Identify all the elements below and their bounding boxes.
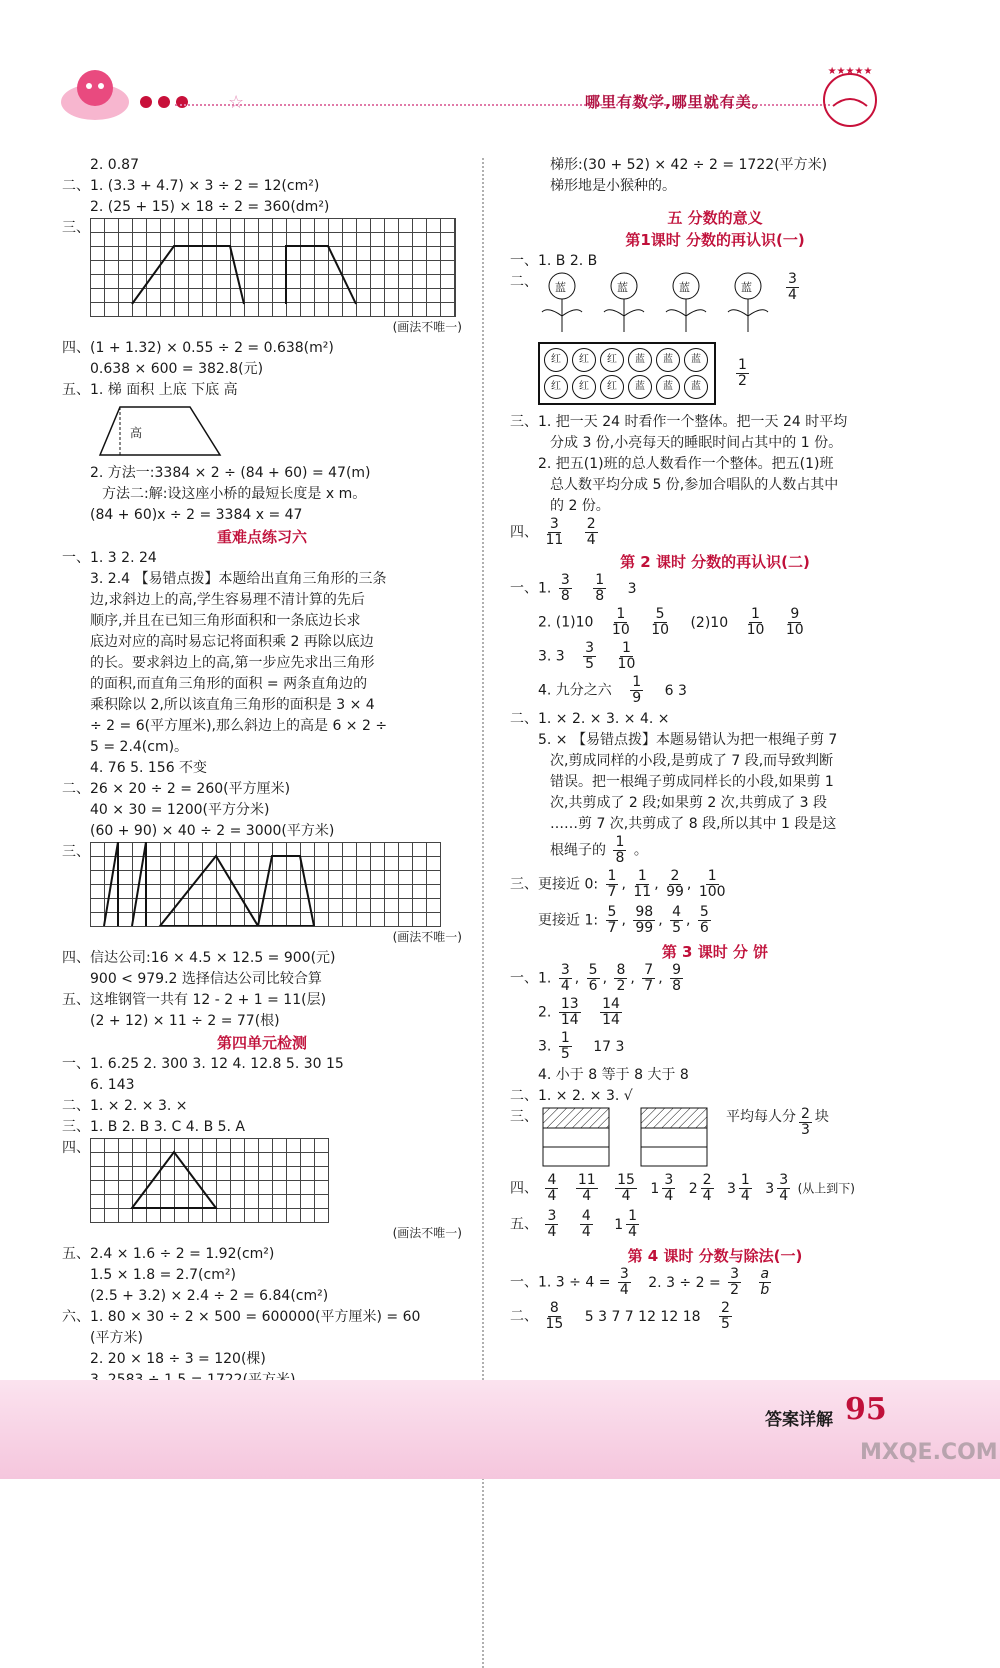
fraction: $\frac{1}{7}$: [607, 868, 617, 900]
answer-line: 五、 $\frac{3}{4}$ $\frac{4}{4}$ 1 $\frac{1}{4}$: [510, 1208, 638, 1240]
answer-text: 块: [814, 1109, 829, 1125]
flower-label: 蓝: [679, 281, 690, 294]
answer-line: 四、 $\frac{4}{4}$ $\frac{11}{4}$ $\frac{15}{4}$ 1 $\frac{3}{4}$ 2 $\frac{2}{4}$ 3 $\frac{1}{4}$ 3 $\frac{3}{4}$ (从上到下): [510, 1172, 855, 1204]
svg-text:★★★★★: ★★★★★: [827, 66, 873, 77]
section-label: 三、: [510, 1109, 538, 1125]
fraction: $\frac{11}{4}$: [577, 1172, 596, 1204]
fraction: $\frac{1}{11}$: [633, 868, 652, 900]
fraction: $\frac{3}{8}$: [560, 572, 570, 604]
decor-dot: [176, 96, 188, 108]
fraction: $\frac{3}{4}$: [788, 271, 797, 303]
fraction: $\frac{1}{8}$: [615, 834, 625, 866]
right-column: [510, 155, 920, 1335]
answer-line: 4. 九分之六 $\frac{1}{9}$ 6 3: [538, 674, 687, 706]
answer-line: 二、1. × 2. × 3. √: [510, 1088, 633, 1104]
answer-line: 更接近 1: $\frac{5}{7}$ , $\frac{98}{99}$ , $\frac{4}{5}$ , $\frac{5}{6}$: [538, 904, 709, 936]
fraction: $\frac{9}{8}$: [672, 962, 682, 994]
section-title: 第四单元检测: [216, 1034, 307, 1052]
answer-line: 二、1. × 2. × 3. × 4. ×: [510, 711, 670, 727]
section-title: 第 4 课时 分数与除法(一): [627, 1247, 803, 1265]
fraction: $\frac{13}{14}$: [560, 996, 579, 1028]
brand-logo: [815, 62, 885, 132]
fraction: $\frac{5}{6}$: [588, 962, 598, 994]
answer-line: 2. (25 + 15) × 18 ÷ 2 = 360(dm²): [90, 199, 330, 215]
fraction: $\frac{9}{10}$: [785, 606, 804, 638]
fraction: $\frac{3}{11}$: [545, 516, 564, 548]
section-title: 第 3 课时 分 饼: [661, 943, 769, 961]
fraction: $\frac{2}{99}$: [666, 868, 684, 900]
section-label: 四、: [62, 1140, 90, 1156]
answer-line: 一、1. B 2. B: [510, 253, 598, 269]
fraction: $\frac{5}{7}$: [607, 904, 617, 936]
fraction: $\frac{1}{2}$: [738, 356, 747, 389]
decor-dot: [158, 96, 170, 108]
drawing-note: (画法不唯一): [392, 1226, 462, 1240]
footer-label: 答案详解: [765, 1410, 833, 1430]
fraction: $\frac{4}{4}$: [547, 1172, 557, 1204]
star-icon: ☆: [228, 92, 245, 113]
page-number: 95: [845, 1392, 887, 1427]
fraction: $\frac{2}{4}$: [586, 516, 596, 548]
ball: 蓝: [628, 375, 652, 399]
ball: 红: [572, 375, 596, 399]
fraction: $\frac{1}{10}$: [746, 606, 765, 638]
answer-line: 的面积,而直角三角形的面积 = 两条直角边的: [90, 676, 368, 692]
mascot-logo: [55, 62, 135, 122]
cake-diagrams: [542, 1107, 708, 1167]
fraction: $\frac{1}{8}$: [595, 572, 605, 604]
answer-line: ÷ 2 = 6(平方厘米),那么斜边上的高是 6 × 2 ÷: [90, 718, 388, 734]
drawing-note: (画法不唯一): [392, 930, 462, 944]
balls-row: [510, 334, 920, 412]
answer-line: (60 + 90) × 40 ÷ 2 = 3000(平方米): [90, 823, 335, 839]
shape-drawings: [90, 842, 440, 926]
answer-line: 40 × 30 = 1200(平方分米): [90, 802, 270, 818]
answer-line: 3. 3 $\frac{3}{5}$ $\frac{1}{10}$: [538, 640, 636, 672]
answer-line: 分成 3 份,小亮每天的睡眠时间占其中的 1 份。: [550, 435, 843, 451]
fraction: $\frac{14}{14}$: [602, 996, 620, 1028]
grid-drawing: [90, 218, 456, 317]
left-column: [62, 155, 462, 1433]
answer-line: 五、2.4 × 1.6 ÷ 2 = 1.92(cm²): [62, 1246, 275, 1262]
ball: 红: [600, 375, 624, 399]
answer-line: 2. 方法一:3384 × 2 ÷ (84 + 60) = 47(m): [90, 465, 371, 481]
answer-line: 0.638 × 600 = 382.8(元): [90, 361, 264, 377]
answer-line: 方法二:解:设这座小桥的最短长度是 x m。: [102, 486, 367, 502]
answer-line: 2. $\frac{13}{14}$ $\frac{14}{14}$: [538, 996, 620, 1028]
answer-line: 次,共剪成了 2 段;如果剪 2 次,共剪成了 3 段: [550, 795, 828, 811]
fraction: $\frac{8}{2}$: [616, 962, 626, 994]
drawing-note: (画法不唯一): [392, 320, 462, 334]
watermark: MXQE.COM: [860, 1440, 998, 1465]
fraction: $\frac{3}{4}$: [547, 1208, 557, 1240]
triangle-drawing: [90, 1138, 328, 1222]
fraction: $\frac{4}{4}$: [581, 1208, 591, 1240]
answer-line: 四、(1 + 1.32) × 0.55 ÷ 2 = 0.638(m²): [62, 340, 334, 356]
answer-line: 三、更接近 0: $\frac{1}{7}$ , $\frac{1}{11}$ , $\frac{2}{99}$ , $\frac{1}{100}$: [510, 868, 726, 900]
answer-line: 二、26 × 20 ÷ 2 = 260(平方厘米): [62, 781, 291, 797]
page-header: [0, 0, 1000, 150]
ball: 蓝: [628, 348, 652, 372]
fraction: $\frac{3}{4}$: [779, 1172, 789, 1204]
answer-line: 的 2 份。: [550, 498, 610, 514]
answer-line: 二、1. (3.3 + 4.7) × 3 ÷ 2 = 12(cm²): [62, 178, 320, 194]
fraction: $\frac{1}{4}$: [740, 1172, 750, 1204]
answer-line: (2 + 12) × 11 ÷ 2 = 77(根): [90, 1013, 280, 1029]
fraction: $\frac{98}{99}$: [635, 904, 654, 936]
ball: 蓝: [656, 348, 680, 372]
answer-line: 底边对应的高时易忘记将面积乘 2 再除以底边: [90, 634, 374, 650]
trapezoid-drawings: [90, 218, 455, 316]
fraction: $\frac{1}{100}$: [698, 868, 726, 900]
answer-line: 5 = 2.4(cm)。: [90, 739, 189, 755]
answer-text: 平均每人分: [726, 1109, 796, 1125]
flowers: [538, 272, 772, 332]
answer-line: 错误。把一根绳子剪成同样长的小段,如果剪 1: [550, 774, 834, 790]
answer-line: 3. $\frac{1}{5}$ 17 3: [538, 1030, 625, 1062]
ball: 红: [600, 348, 624, 372]
fraction: $\frac{1}{5}$: [560, 1030, 570, 1062]
answer-line: 2. (1)10 $\frac{1}{10}$ $\frac{5}{10}$ (2)10 $\frac{1}{10}$ $\frac{9}{10}$: [538, 606, 804, 638]
fraction: $\frac{2}{4}$: [702, 1172, 712, 1204]
fraction: $\frac{5}{6}$: [699, 904, 709, 936]
fraction: $\frac{7}{7}$: [644, 962, 654, 994]
answer-line: 900 < 979.2 选择信达公司比较合算: [90, 971, 322, 987]
ball-box: [538, 342, 716, 405]
drawing-row: [62, 218, 462, 317]
cake-diagram: [640, 1107, 708, 1167]
flower-label: 蓝: [555, 281, 566, 294]
answer-line: 一、1. $\frac{3}{4}$ , $\frac{5}{6}$ , $\frac{8}{2}$ , $\frac{7}{7}$ , $\frac{9}{8}$: [510, 962, 682, 994]
answer-line: 三、1. B 2. B 3. C 4. B 5. A: [62, 1119, 246, 1135]
fraction: $\frac{5}{10}$: [651, 606, 670, 638]
ball: 红: [544, 375, 568, 399]
answer-line: 4. 小于 8 等于 8 大于 8: [538, 1067, 689, 1083]
decor-dot: [140, 96, 152, 108]
grid-drawing: [90, 1138, 329, 1223]
answer-line: 一、1. $\frac{3}{8}$ $\frac{1}{8}$ 3: [510, 572, 637, 604]
flower-label: 蓝: [741, 281, 752, 294]
flowers-row: [510, 272, 920, 334]
fraction: $\frac{2}{3}$: [801, 1106, 810, 1138]
answer-line: 乘积除以 2,所以该直角三角形的面积是 3 × 4: [90, 697, 375, 713]
answer-line: 五、1. 梯 面积 上底 下底 高: [62, 382, 238, 398]
answer-line: 顺序,并且在已知三角形面积和一条底边长求: [90, 613, 361, 629]
answer-line: 2. 0.87: [90, 157, 139, 173]
fraction: $\frac{3}{4}$: [619, 1266, 629, 1298]
answer-line: 一、1. 3 2. 24: [62, 550, 157, 566]
section-label: 三、: [62, 220, 90, 236]
section-label: 二、: [510, 274, 538, 290]
section-title: 第1课时 分数的再认识(一): [625, 231, 805, 249]
section-title: 重难点练习六: [216, 528, 307, 546]
grid-drawing: [90, 842, 441, 927]
flower-icon: [724, 272, 772, 332]
cake-row: [510, 1107, 920, 1173]
trapezoid-height-figure: [90, 401, 240, 459]
drawing-row: [62, 1138, 462, 1223]
answer-line: 1.5 × 1.8 = 2.7(cm²): [90, 1267, 236, 1283]
answer-line: 5. × 【易错点拨】本题易错认为把一根绳子剪 7: [538, 732, 838, 748]
answer-line: (平方米): [90, 1330, 143, 1346]
flower-label: 蓝: [617, 281, 628, 294]
answer-line: (84 + 60)x ÷ 2 = 3384 x = 47: [90, 507, 303, 523]
answer-line: 四、信达公司:16 × 4.5 × 12.5 = 900(元): [62, 950, 336, 966]
fraction: $\frac{3}{4}$: [560, 962, 570, 994]
section-title: 五 分数的意义: [667, 209, 763, 227]
answer-line: 2. 20 × 18 ÷ 3 = 120(棵): [90, 1351, 266, 1367]
drawing-row: [62, 842, 462, 927]
answer-line: 二、1. × 2. × 3. ×: [62, 1098, 188, 1114]
fraction: $\frac{3}{2}$: [730, 1266, 740, 1298]
ball: 红: [572, 348, 596, 372]
fraction: $\frac{1}{9}$: [632, 674, 642, 706]
flower-icon: [662, 272, 710, 332]
answer-line: ……剪 7 次,共剪成了 8 段,所以其中 1 段是这: [550, 816, 837, 832]
trapezoid-figure: [62, 401, 462, 463]
ball: 蓝: [684, 375, 708, 399]
answer-line: 总人数平均分成 5 份,参加合唱队的人数占其中: [550, 477, 839, 493]
answer-line: 六、1. 80 × 30 ÷ 2 × 500 = 600000(平方厘米) = 60: [62, 1309, 421, 1325]
answer-line: 梯形:(30 + 52) × 42 ÷ 2 = 1722(平方米): [550, 157, 828, 173]
fraction: $\frac{1}{10}$: [617, 640, 636, 672]
height-label: 高: [130, 426, 143, 440]
answer-line: 的长。要求斜边上的高,第一步应先求出三角形: [90, 655, 375, 671]
flower-icon: [538, 272, 586, 332]
answer-line: 三、1. 把一天 24 时看作一个整体。把一天 24 时平均: [510, 414, 848, 430]
answer-line: 五、这堆钢管一共有 12 - 2 + 1 = 11(层): [62, 992, 327, 1008]
ball: 蓝: [656, 375, 680, 399]
fraction: $\frac{1}{10}$: [611, 606, 630, 638]
answer-line: 4. 76 5. 156 不变: [90, 760, 208, 776]
flower-icon: [600, 272, 648, 332]
fraction: $\frac{8}{15}$: [545, 1300, 564, 1332]
answer-line: 四、 $\frac{3}{11}$ $\frac{2}{4}$: [510, 516, 596, 548]
answer-line: 次,剪成同样的小段,是剪成了 7 段,而导致判断: [550, 753, 834, 769]
section-label: 三、: [62, 844, 90, 860]
ball: 蓝: [684, 348, 708, 372]
answer-line: 二、 $\frac{8}{15}$ 5 3 7 7 12 12 18 $\frac{2}{5}$: [510, 1300, 730, 1332]
answer-line: (2.5 + 3.2) × 2.4 ÷ 2 = 6.84(cm²): [90, 1288, 329, 1304]
answer-line: 梯形地是小猴种的。: [550, 178, 676, 194]
answer-line: 3. 2.4 【易错点拨】本题给出直角三角形的三条: [90, 571, 387, 587]
slogan: 哪里有数学,哪里就有美。: [585, 93, 768, 111]
answer-line: 2. 把五(1)班的总人数看作一个整体。把五(1)班: [538, 456, 834, 472]
cake-diagram: [542, 1107, 610, 1167]
answer-line: 一、1. 3 ÷ 4 = $\frac{3}{4}$ 2. 3 ÷ 2 = $\frac{3}{2}$ $\frac{a}{b}$: [510, 1266, 770, 1298]
section-title: 第 2 课时 分数的再认识(二): [620, 553, 810, 571]
fraction: $\frac{3}{4}$: [664, 1172, 674, 1204]
fraction: $\frac{2}{5}$: [720, 1300, 730, 1332]
fraction: $\frac{15}{4}$: [617, 1172, 635, 1204]
ball: 红: [544, 348, 568, 372]
answer-line: 根绳子的 $\frac{1}{8}$ 。: [550, 834, 648, 866]
answer-line: 边,求斜边上的高,学生容易理不清计算的先后: [90, 592, 365, 608]
fraction: $\frac{1}{4}$: [628, 1208, 638, 1240]
fraction: $\frac{a}{b}$: [760, 1266, 770, 1298]
answer-line: 6. 143: [90, 1077, 135, 1093]
fraction: $\frac{4}{5}$: [672, 904, 682, 936]
fraction: $\frac{3}{5}$: [585, 640, 595, 672]
answer-line: 一、1. 6.25 2. 300 3. 12 4. 12.8 5. 30 15: [62, 1056, 344, 1072]
